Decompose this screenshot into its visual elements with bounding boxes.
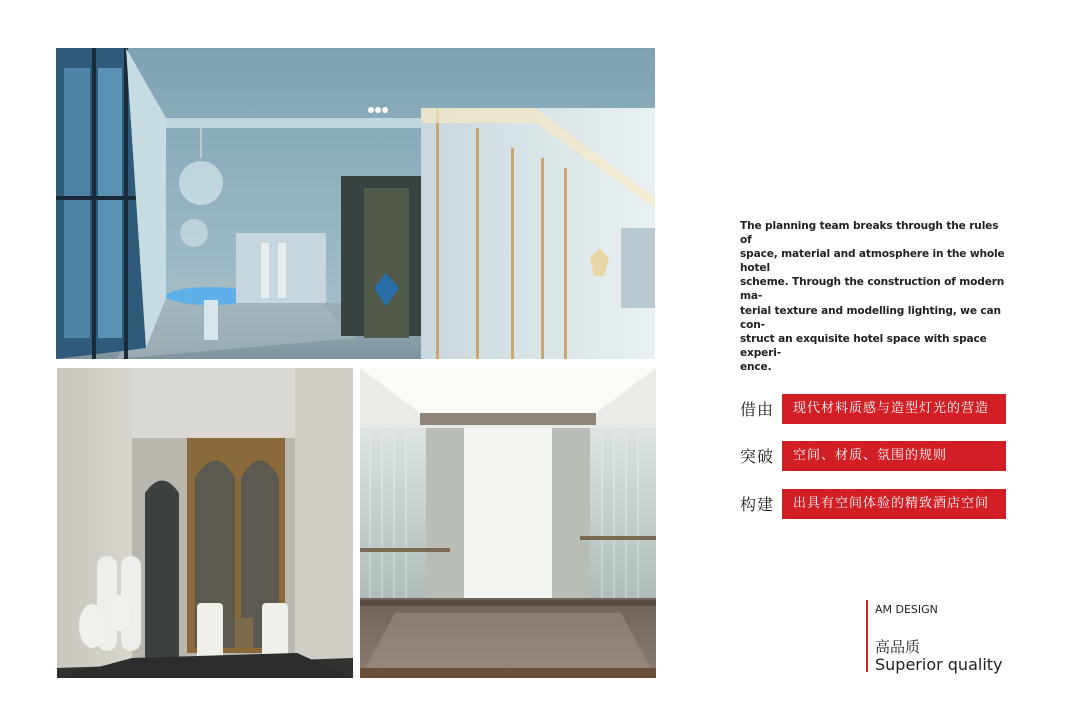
keyword-tag: 出具有空间体验的精致酒店空间: [782, 489, 1006, 519]
keyword-label: 突破: [740, 447, 775, 466]
keyword-row: [740, 394, 1010, 424]
brand-accent-bar: [866, 600, 868, 672]
keyword-label: 借由: [740, 400, 775, 419]
keyword-row: [740, 441, 1010, 471]
intro-paragraph: The planning team breaks through the rules of space, material and atmosphere in the whole hotel scheme. Through the construction of modern ma- terial texture and modelling lighting, we can con- struct an exquisite hotel space with space experi- ence.: [740, 220, 1005, 373]
keyword-tag: 现代材料质感与造型灯光的营造: [782, 394, 1006, 424]
brand-title-cn: 高品质: [875, 638, 921, 656]
lobby-photo: [360, 368, 656, 678]
brand-title-en: Superior quality: [875, 655, 1003, 674]
brand-name: AM DESIGN: [875, 603, 938, 616]
keyword-tag: 空间、材质、氛围的规则: [782, 441, 1006, 471]
restroom-photo: [57, 368, 353, 678]
keyword-row: [740, 489, 1010, 519]
corridor-photo: [56, 48, 655, 359]
keyword-label: 构建: [740, 495, 775, 514]
